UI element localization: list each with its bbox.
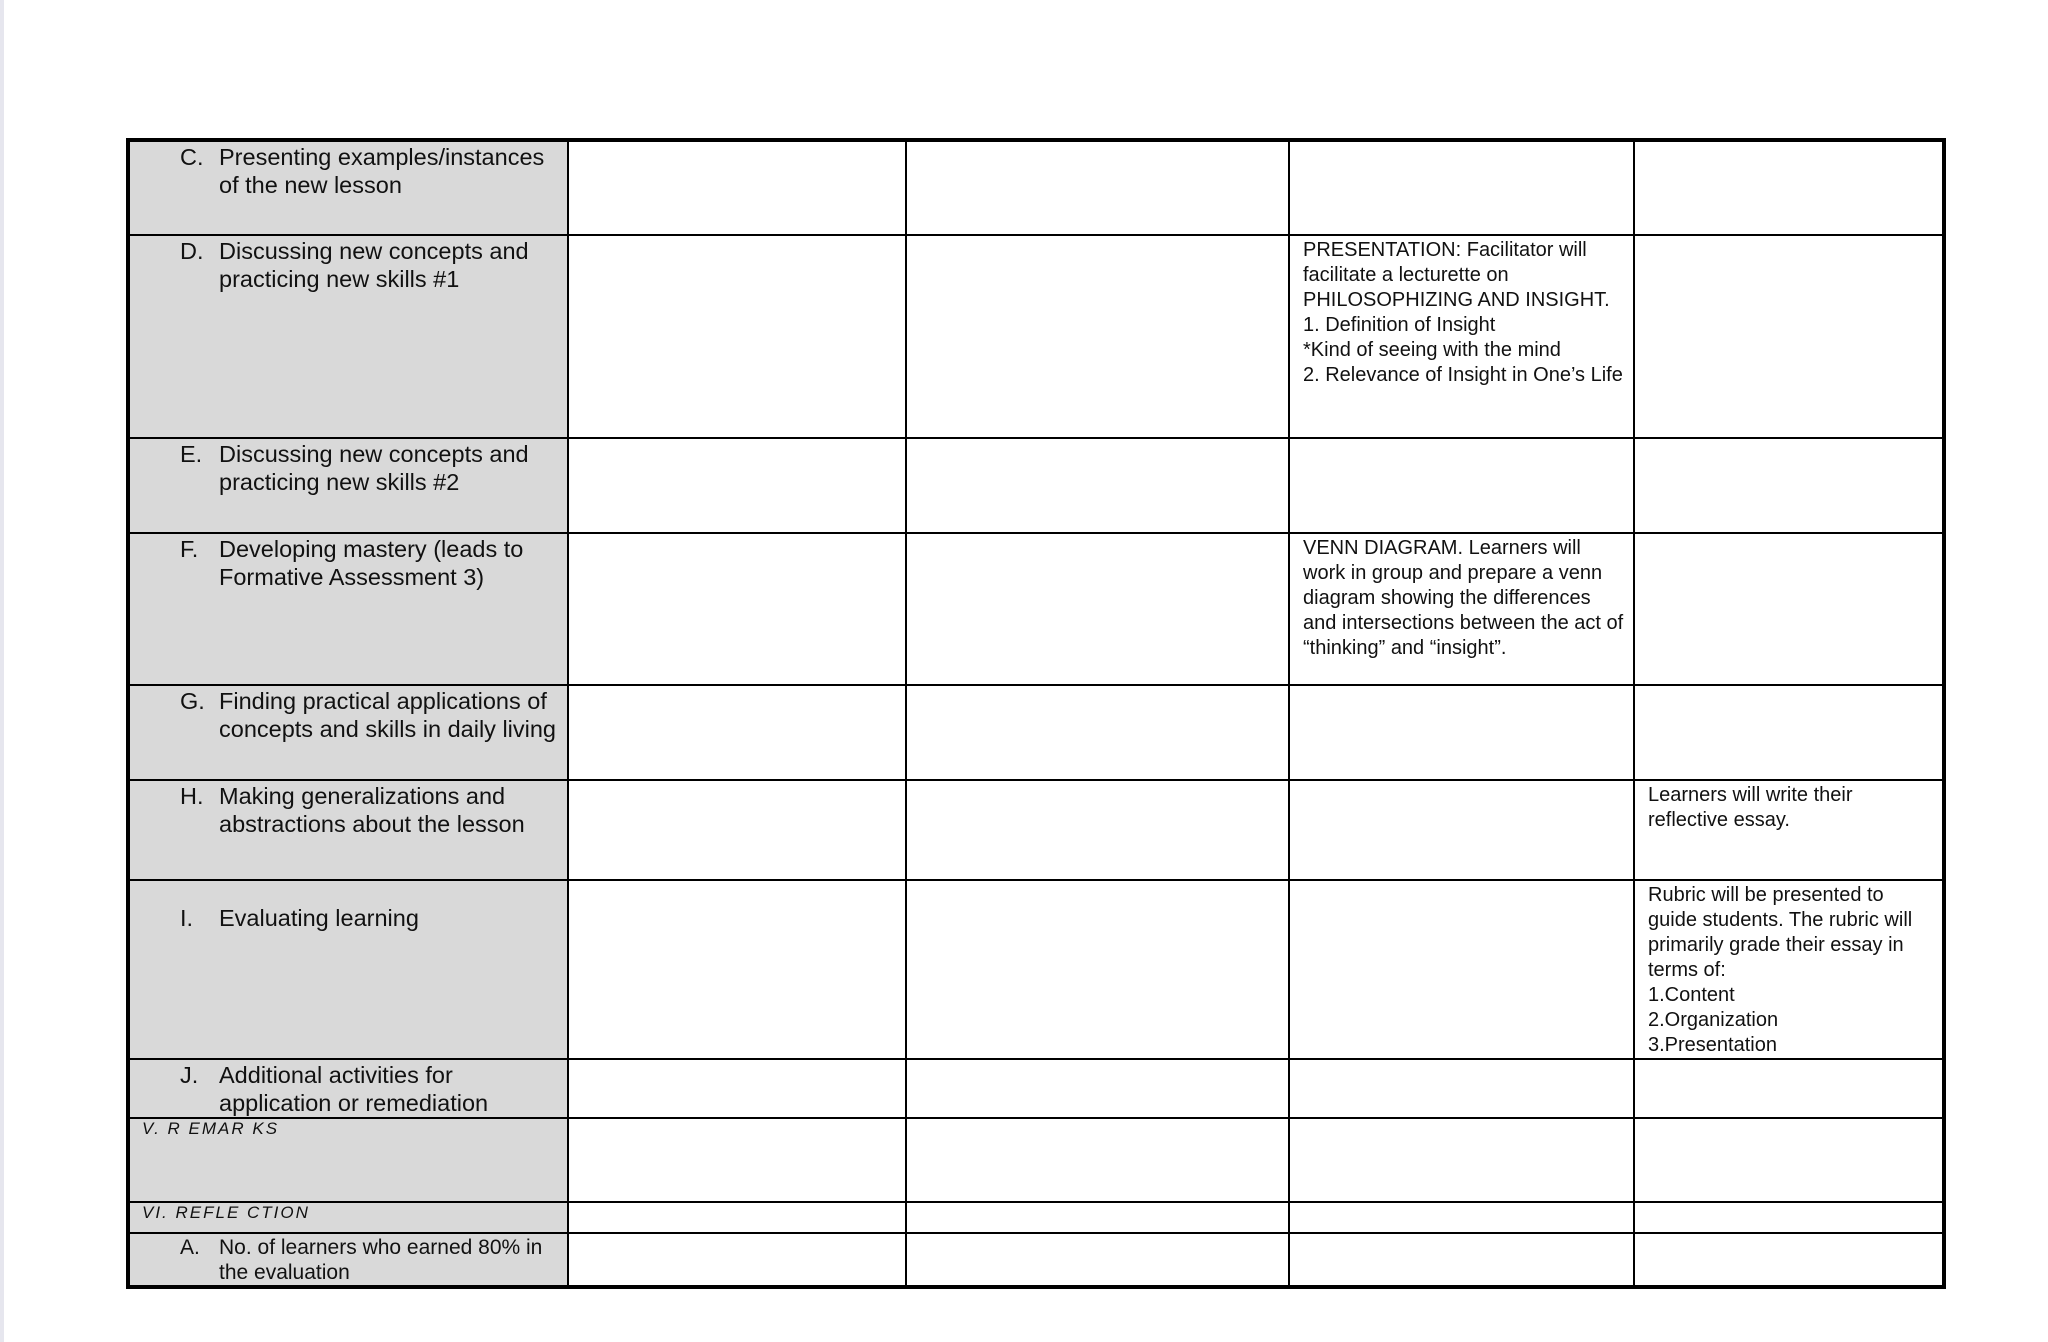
cell-reflection-a-2[interactable]: [906, 1233, 1289, 1287]
section-reflection: [128, 1202, 568, 1233]
table-row-e: [128, 438, 1944, 533]
cell-c-1[interactable]: [568, 140, 906, 235]
table-row-f: [128, 533, 1944, 685]
row-letter: G.: [180, 688, 205, 714]
row-letter: H.: [180, 783, 204, 809]
cell-j-4[interactable]: [1634, 1059, 1944, 1118]
cell-e-3[interactable]: [1289, 438, 1634, 533]
table-row-g: [128, 685, 1944, 780]
row-label-text: No. of learners who earned 80% in the evaluation: [219, 1236, 543, 1284]
row-label-h: [128, 780, 568, 880]
cell-j-3[interactable]: [1289, 1059, 1634, 1118]
table-row-i: [128, 880, 1944, 1059]
cell-d-2[interactable]: [906, 235, 1289, 438]
venn-diagram-note: VENN DIAGRAM. Learners will work in group and prepare a venn diagram showing the differences and intersections between the act of “thinking” and “insight”.: [1303, 537, 1624, 659]
cell-d-4[interactable]: [1634, 235, 1944, 438]
cell-d-3[interactable]: [1289, 235, 1634, 438]
presentation-note: PRESENTATION: Facilitator will facilitate a lecturette on PHILOSOPHIZING AND INSIGHT. 1. Definition of Insight *Kind of seeing with the mind 2. Relevance of Insight in One’s Life: [1303, 239, 1623, 386]
cell-g-4[interactable]: [1634, 685, 1944, 780]
section-title: VI. REFLE CTION: [142, 1203, 310, 1222]
cell-reflection-2[interactable]: [906, 1202, 1289, 1233]
section-title: V. R EMAR KS: [142, 1119, 280, 1138]
cell-reflection-a-3[interactable]: [1289, 1233, 1634, 1287]
table-row-remarks: [128, 1118, 1944, 1202]
cell-h-2[interactable]: [906, 780, 1289, 880]
cell-c-3[interactable]: [1289, 140, 1634, 235]
row-letter: D.: [180, 238, 204, 264]
table-row-j: [128, 1059, 1944, 1118]
cell-g-3[interactable]: [1289, 685, 1634, 780]
section-remarks: [128, 1118, 568, 1202]
row-label-f: [128, 533, 568, 685]
cell-e-2[interactable]: [906, 438, 1289, 533]
row-label-text: Making generalizations and abstractions about the lesson: [219, 783, 525, 837]
row-label-text: Evaluating learning: [219, 905, 419, 931]
cell-j-2[interactable]: [906, 1059, 1289, 1118]
row-letter: J.: [180, 1062, 199, 1088]
cell-reflection-a-1[interactable]: [568, 1233, 906, 1287]
cell-remarks-3[interactable]: [1289, 1118, 1634, 1202]
rubric-note: Rubric will be presented to guide students. The rubric will primarily grade their essay in terms of: 1.Content 2.Organization 3.Presentation: [1648, 884, 1913, 1056]
row-label-e: [128, 438, 568, 533]
cell-c-4[interactable]: [1634, 140, 1944, 235]
cell-reflection-1[interactable]: [568, 1202, 906, 1233]
cell-i-2[interactable]: [906, 880, 1289, 1059]
cell-h-3[interactable]: [1289, 780, 1634, 880]
cell-reflection-3[interactable]: [1289, 1202, 1634, 1233]
cell-f-3[interactable]: [1289, 533, 1634, 685]
row-label-text: Additional activities for application or remediation: [219, 1062, 489, 1116]
cell-remarks-1[interactable]: [568, 1118, 906, 1202]
cell-remarks-4[interactable]: [1634, 1118, 1944, 1202]
cell-j-1[interactable]: [568, 1059, 906, 1118]
reflective-essay-note: Learners will write their reflective essay.: [1648, 784, 1853, 831]
row-label-j: [128, 1059, 568, 1118]
row-label-g: [128, 685, 568, 780]
row-label-reflection-a: [128, 1233, 568, 1287]
table-row-c: [128, 140, 1944, 235]
row-letter: F.: [180, 536, 199, 562]
cell-c-2[interactable]: [906, 140, 1289, 235]
row-letter: E.: [180, 441, 203, 467]
row-label-text: Discussing new concepts and practicing new skills #2: [219, 441, 529, 495]
row-letter: I.: [180, 905, 194, 931]
row-label-text: Presenting examples/instances of the new lesson: [219, 144, 545, 198]
cell-g-2[interactable]: [906, 685, 1289, 780]
row-letter: A.: [180, 1236, 200, 1259]
row-letter: C.: [180, 144, 204, 170]
cell-f-4[interactable]: [1634, 533, 1944, 685]
row-label-text: Finding practical applications of concepts and skills in daily living: [219, 688, 556, 742]
table-row-reflection-a: [128, 1233, 1944, 1287]
cell-e-4[interactable]: [1634, 438, 1944, 533]
lesson-log-table: [126, 138, 1946, 1289]
cell-f-1[interactable]: [568, 533, 906, 685]
cell-h-4[interactable]: [1634, 780, 1944, 880]
page-edge: [0, 0, 4, 1342]
cell-d-1[interactable]: [568, 235, 906, 438]
cell-remarks-2[interactable]: [906, 1118, 1289, 1202]
table-row-h: [128, 780, 1944, 880]
row-label-c: [128, 140, 568, 235]
cell-reflection-a-4[interactable]: [1634, 1233, 1944, 1287]
table-row-d: [128, 235, 1944, 438]
cell-reflection-4[interactable]: [1634, 1202, 1944, 1233]
cell-i-4[interactable]: [1634, 880, 1944, 1059]
cell-i-1[interactable]: [568, 880, 906, 1059]
cell-e-1[interactable]: [568, 438, 906, 533]
row-label-text: Discussing new concepts and practicing new skills #1: [219, 238, 529, 292]
cell-g-1[interactable]: [568, 685, 906, 780]
cell-h-1[interactable]: [568, 780, 906, 880]
cell-f-2[interactable]: [906, 533, 1289, 685]
row-label-text: Developing mastery (leads to Formative Assessment 3): [219, 536, 524, 590]
table-row-reflection: [128, 1202, 1944, 1233]
row-label-i: [128, 880, 568, 1059]
cell-i-3[interactable]: [1289, 880, 1634, 1059]
row-label-d: [128, 235, 568, 438]
